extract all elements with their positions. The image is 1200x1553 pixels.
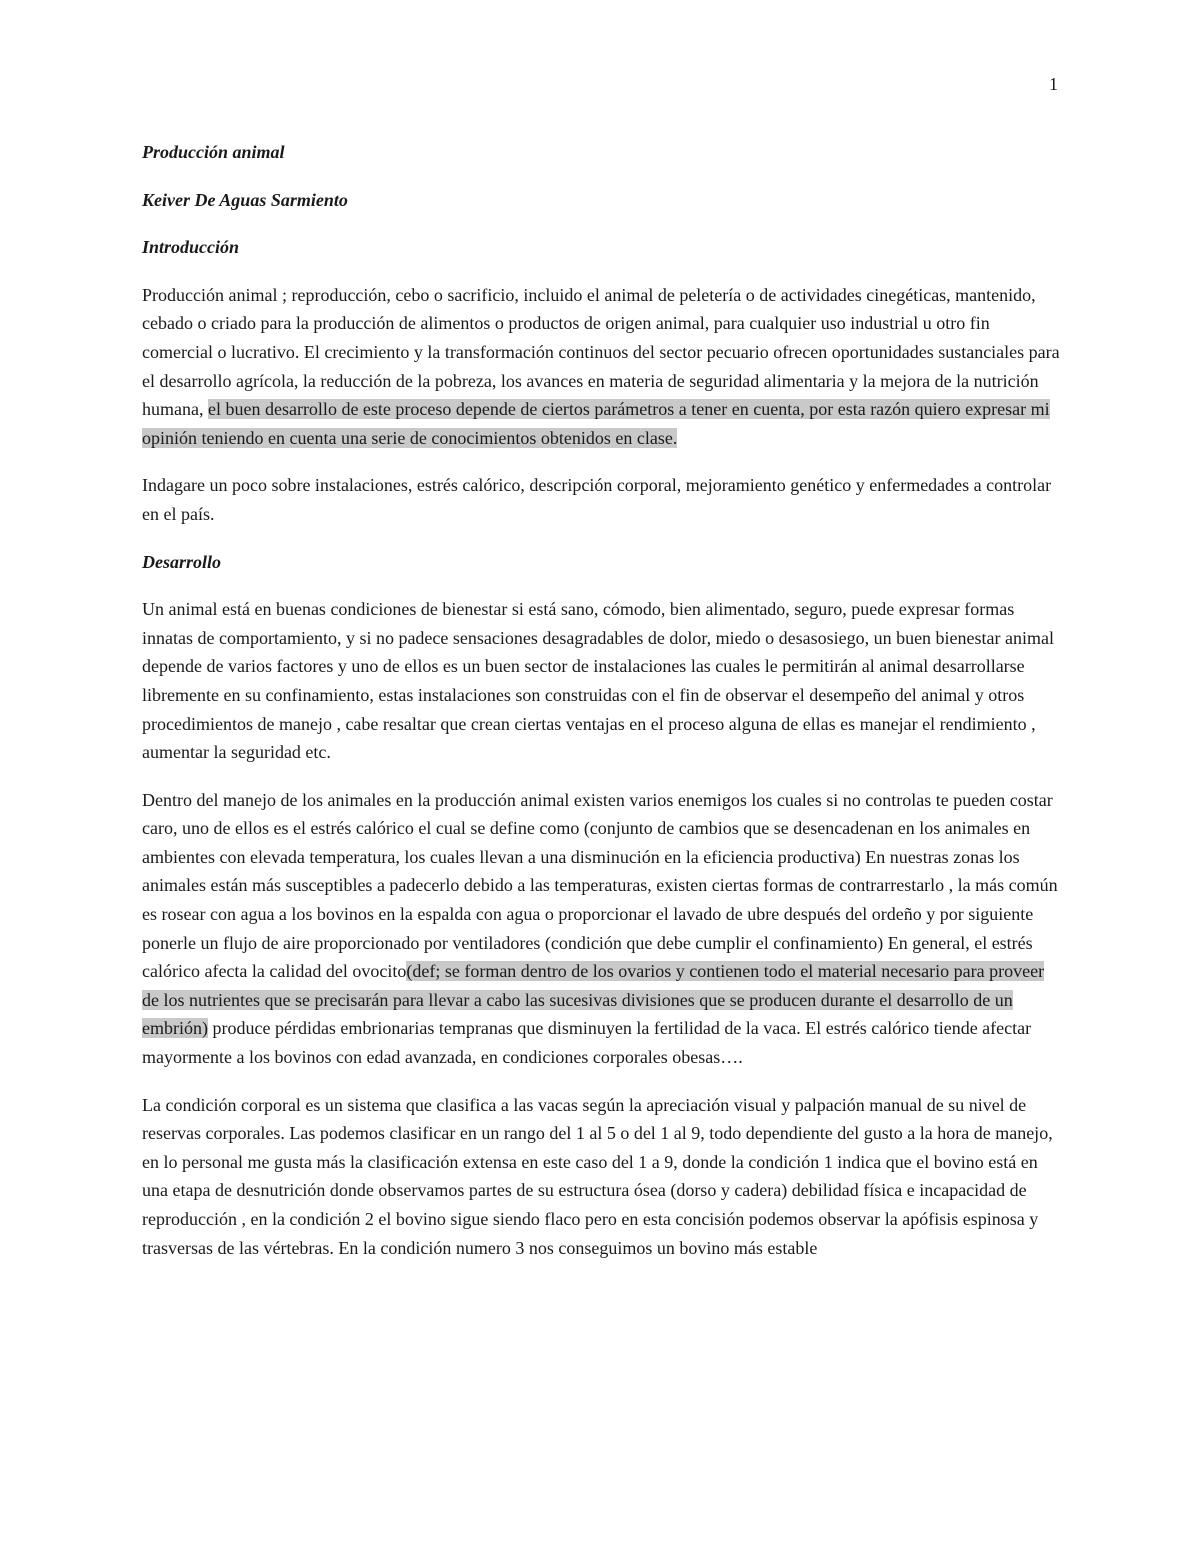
development-paragraph-3: La condición corporal es un sistema que clasifica a las vacas según la apreciación visual y palpación manual de su nivel de reservas corporales. Las podemos clasificar en un rango del 1 al 5 o del 1 al 9, todo dependiente del gusto a la hora de manejo, en lo personal me gusta más la clasificación extensa en este caso del 1 a 9, donde la condición 1 indica que el bovino está en una etapa de desnutrición donde observamos partes de su estructura ósea (dorso y cadera) debilidad física e incapacidad de reproducción , en la condición 2 el bovino sigue siendo flaco pero en esta concisión podemos observar la apófisis espinosa y trasversas de las vértebras. En la condición numero 3 nos conseguimos un bovino más estable — [142, 1094, 1053, 1258]
development-paragraph-1: Un animal está en buenas condiciones de bienestar si está sano, cómodo, bien alimentado, seguro, puede expresar formas innatas de comportamiento, y si no padece sensaciones desagradables de dolor, miedo o desasosiego, un buen bienestar animal depende de varios factores y uno de ellos es un buen sector de instalaciones las cuales le permitirán al animal desarrollarse libremente en su confinamiento, estas instalaciones son construidas con el fin de observar el desempeño del animal y otros procedimientos de manejo , cabe resaltar que crean ciertas ventajas en el proceso alguna de ellas es manejar el rendimiento , aumentar la seguridad etc. — [142, 599, 1055, 763]
highlighted-text: el buen desarrollo de este proceso depende de ciertos parámetros a tener en cuenta, por esta razón quiero expresar mi opinión teniendo en cuenta una serie de conocimientos obtenidos en clase. — [142, 399, 1050, 448]
development-paragraph-2-text: Dentro del manejo de los animales en la producción animal existen varios enemigos los cuales si no controlas te pueden costar caro, uno de ellos es el estrés calórico el cual se define como (conjunto de cambios que se desencadenan en los animales en ambientes con elevada temperatura, los cuales llevan a una disminución en la eficiencia productiva) En nuestras zonas los animales están más susceptibles a padecerlo debido a las temperaturas, existen ciertas formas de contrarrestarlo , la más común es rosear con agua a los bovinos en la espalda con agua o proporcionar el lavado de ubre después del ordeño y por siguiente ponerle un flujo de aire proporcionado por ventiladores (condición que debe cumplir el confinamiento) En general, el estrés calórico afecta la calidad del ovocito — [142, 789, 1058, 982]
highlighted-definition: (def; se forman dentro de los ovarios y contienen todo el material necesario para proveer de los nutrientes que se precisarán para llevar a cabo las sucesivas divisiones que se producen durante el desarrollo de un embrión) — [142, 961, 1045, 1039]
intro-paragraph-2: Indagare un poco sobre instalaciones, estrés calórico, descripción corporal, mejoramiento genético y enfermedades a controlar en el país. — [142, 475, 1052, 524]
page-number: 1 — [1049, 74, 1058, 94]
intro-paragraph-1-text: Producción animal ; reproducción, cebo o sacrificio, incluido el animal de peletería o de actividades cinegéticas, mantenido, cebado o criado para la producción de alimentos o productos de origen animal, para cualquier uso industrial u otro fin comercial o lucrativo. El crecimiento y la transformación continuos del sector pecuario ofrecen oportunidades sustanciales para el desarrollo agrícola, la reducción de la pobreza, los avances en materia de seguridad alimentaria y la mejora de la nutrición humana, — [142, 284, 1060, 420]
intro-paragraph-1 — [142, 281, 1062, 453]
development-paragraph-2 — [142, 786, 1062, 1072]
development-paragraph-2-continuation: produce pérdidas embrionarias tempranas que disminuyen la fertilidad de la vaca. El estrés calórico tiende afectar mayormente a los bovinos con edad avanzada, en condiciones corporales obesas…. — [142, 1018, 1032, 1068]
author-name: Keiver De Aguas Sarmiento — [142, 189, 348, 210]
heading-introduccion: Introducción — [142, 237, 240, 258]
heading-desarrollo: Desarrollo — [142, 551, 222, 572]
document-body — [142, 138, 1062, 1281]
document-title: Producción animal — [142, 142, 285, 162]
